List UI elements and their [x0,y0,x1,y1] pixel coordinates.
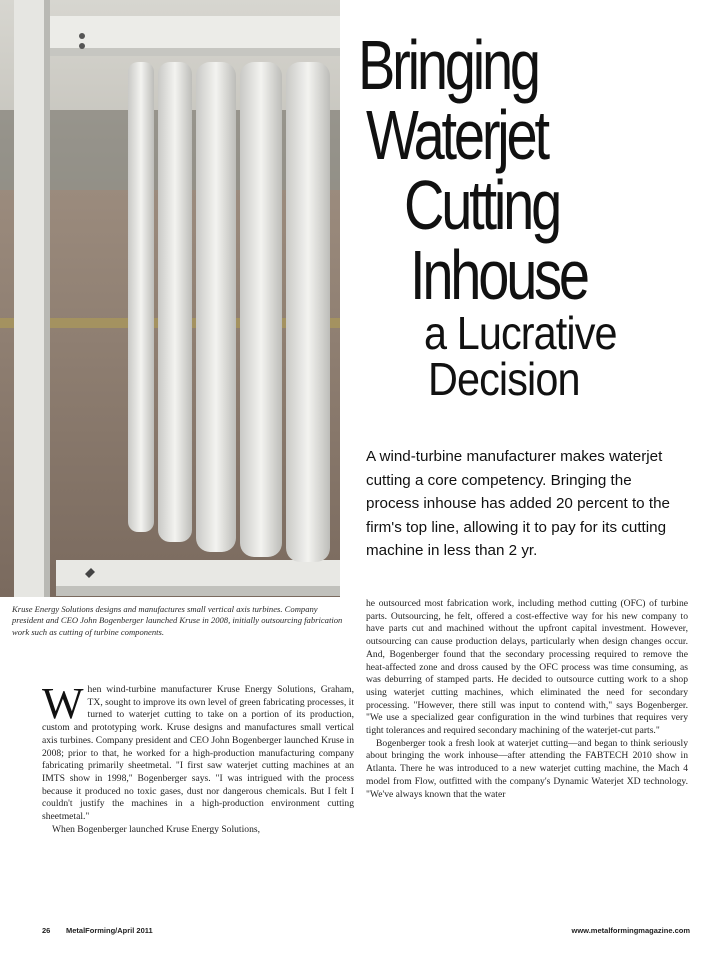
headline-line-5: a Lucrative [424,307,617,359]
headline-line-3: Cutting [404,166,560,244]
article-column-right [366,598,688,801]
turbine-photo-illustration [0,0,340,597]
publication-name: MetalForming/April 2011 [66,926,153,935]
article-paragraph: When Bogenberger launched Kruse Energy Solutions, [52,823,260,835]
article-paragraph [42,679,354,824]
drop-cap: W [42,679,84,728]
headline-line-6: Decision [428,353,580,405]
turbine-photo [0,0,340,597]
article-column-left [42,679,354,836]
page-footer [42,926,690,940]
page-number: 26 [42,926,51,935]
website-url: www.metalformingmagazine.com [571,926,690,935]
article-paragraph-text: hen wind-turbine manufacturer Kruse Energy Solutions, Graham, TX, sought to improve its own level of green fabricating processes, it turned to waterjet cutting to take on a portion of its production, custom and prototyping work. Kruse designs and manufactures small vertical axis turbines. Company president and CEO John Bogenberger launched Kruse in 2008; prior to that, he worked for a high-production manufacturing company fabricating primarily sheetmetal. "I first saw waterjet cutting machines at an IMTS show in 1998," Bogenberger says. "I was intrigued with the process because it produced no toxic gases, dust nor dangerous chemicals. But I felt I couldn't justify the machines in a high-production environment cutting sheetmetal." [42,684,354,823]
headline [352,26,692,405]
headline-line-2: Waterjet [366,96,547,174]
photo-caption: Kruse Energy Solutions designs and manufactures small vertical axis turbines. Company president and CEO John Bogenberger launched Kruse in 2008, initially outsourcing fabrication work such as cutting of turbine components. [12,604,343,637]
headline-line-4: Inhouse [410,236,587,314]
headline-line-1: Bringing [358,26,538,104]
deck-summary: A wind-turbine manufacturer makes waterjet cutting a core competency. Bringing the process inhouse has added 20 percent to the firm's top line, allowing it to pay for its cutting machine in less than 2 yr. [366,448,670,559]
article-paragraph: he outsourced most fabrication work, including method cutting (OFC) of turbine parts. Outsourcing, he felt, offered a cost-effective way for his new company to have parts cut and machined without the upfront capital investment. However, outsourcing can cause production delays, particularly when design changes occur. And, Bogenberger found that the secondary processing required to remove the heat-affected zone and dross caused by the OFC process was time consuming, as was deburring of stamped parts. He decided to outsource cutting work to a shop using waterjet cutting machines, which eliminated the need for secondary processing. "However, there still was input to contend with," says Bogenberger. "We use a specialized gear configuration in the wind turbines that requires very tight tolerances and required secondary machining of the waterjet-cut parts." [366,598,688,737]
article-paragraph: Bogenberger took a fresh look at waterjet cutting—and began to think seriously about bringing the work inhouse—after attending the FABTECH 2010 show in Atlanta. There he was introduced to a new waterjet cutting machine, the Mach 4 model from Flow, outfitted with the company's Dynamic Waterjet XD technology. "We've always known that the water [366,737,688,800]
